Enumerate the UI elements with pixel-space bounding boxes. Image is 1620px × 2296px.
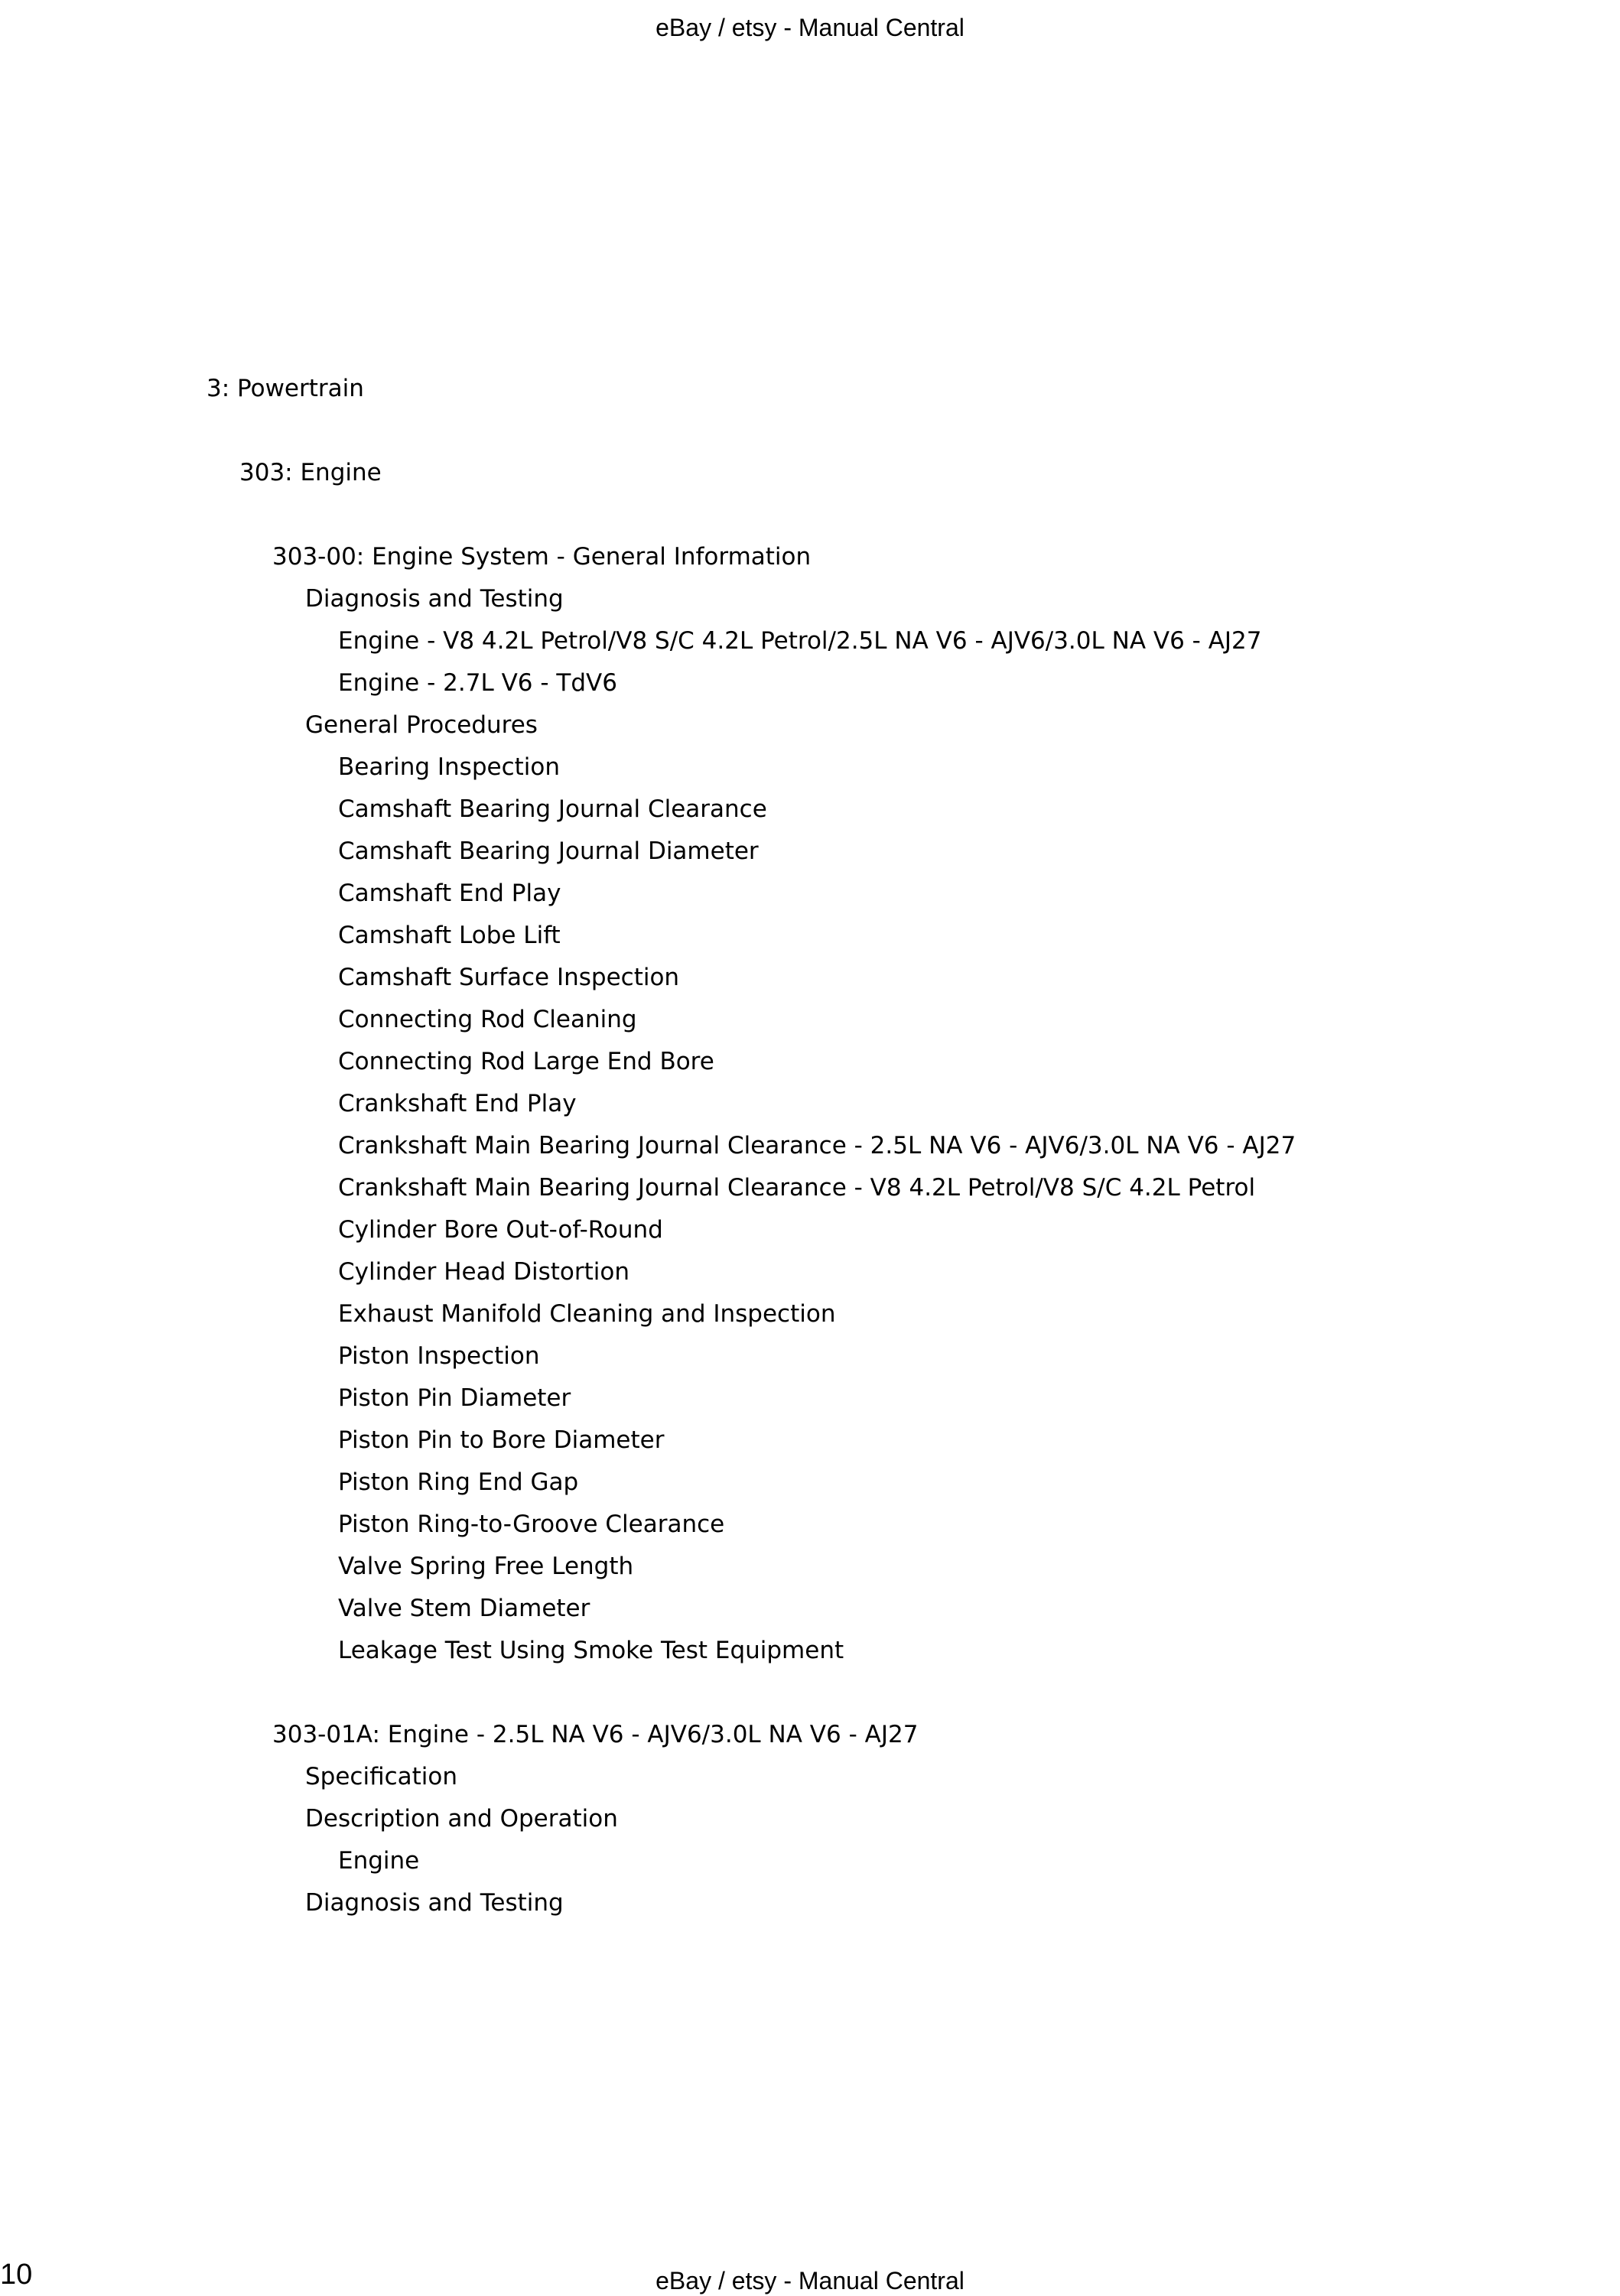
toc-item: Valve Stem Diameter — [338, 1595, 590, 1622]
toc-group-heading: Diagnosis and Testing — [305, 585, 564, 613]
toc-subsection-heading: 303-01A: Engine - 2.5L NA V6 - AJV6/3.0L NA V6 - AJ27 — [272, 1721, 919, 1748]
toc-item: Piston Inspection — [338, 1342, 540, 1370]
footer-text: eBay / etsy - Manual Central — [655, 2267, 965, 2294]
toc-item: Camshaft End Play — [338, 880, 561, 907]
toc-item: Cylinder Head Distortion — [338, 1258, 630, 1286]
toc-item: Camshaft Bearing Journal Clearance — [338, 795, 767, 823]
toc-item: Leakage Test Using Smoke Test Equipment — [338, 1637, 844, 1664]
toc-item: Engine — [338, 1847, 420, 1875]
toc-item: Valve Spring Free Length — [338, 1553, 634, 1580]
toc-group-heading: General Procedures — [305, 711, 538, 739]
toc-item: Crankshaft End Play — [338, 1090, 577, 1117]
toc-item: Engine - 2.7L V6 - TdV6 — [338, 669, 617, 697]
toc-item: Piston Ring End Gap — [338, 1468, 579, 1496]
page-number: 10 — [0, 2259, 33, 2291]
toc-subsection-heading: 303-00: Engine System - General Information — [272, 543, 812, 571]
toc-item: Bearing Inspection — [338, 753, 560, 781]
toc-item: Cylinder Bore Out-of-Round — [338, 1216, 663, 1244]
toc-item: Piston Pin Diameter — [338, 1384, 571, 1412]
toc-part-heading: 3: Powertrain — [207, 375, 364, 402]
toc-item: Camshaft Bearing Journal Diameter — [338, 837, 759, 865]
toc-item: Crankshaft Main Bearing Journal Clearance - 2.5L NA V6 - AJV6/3.0L NA V6 - AJ27 — [338, 1132, 1296, 1159]
toc-item: Connecting Rod Cleaning — [338, 1006, 637, 1033]
toc-item: Exhaust Manifold Cleaning and Inspection — [338, 1300, 836, 1328]
toc-group-heading: Diagnosis and Testing — [305, 1889, 564, 1917]
toc-section-heading: 303: Engine — [239, 459, 382, 486]
toc-item: Camshaft Surface Inspection — [338, 964, 680, 991]
toc-item: Piston Ring-to-Groove Clearance — [338, 1511, 725, 1538]
toc-group-heading: Specification — [305, 1763, 458, 1790]
toc-item: Engine - V8 4.2L Petrol/V8 S/C 4.2L Petrol/2.5L NA V6 - AJV6/3.0L NA V6 - AJ27 — [338, 627, 1262, 655]
toc-item: Crankshaft Main Bearing Journal Clearance - V8 4.2L Petrol/V8 S/C 4.2L Petrol — [338, 1174, 1256, 1202]
toc-item: Piston Pin to Bore Diameter — [338, 1426, 665, 1454]
header-text: eBay / etsy - Manual Central — [655, 14, 965, 41]
toc-item: Connecting Rod Large End Bore — [338, 1048, 714, 1075]
toc-item: Camshaft Lobe Lift — [338, 922, 561, 949]
toc-group-heading: Description and Operation — [305, 1805, 618, 1833]
